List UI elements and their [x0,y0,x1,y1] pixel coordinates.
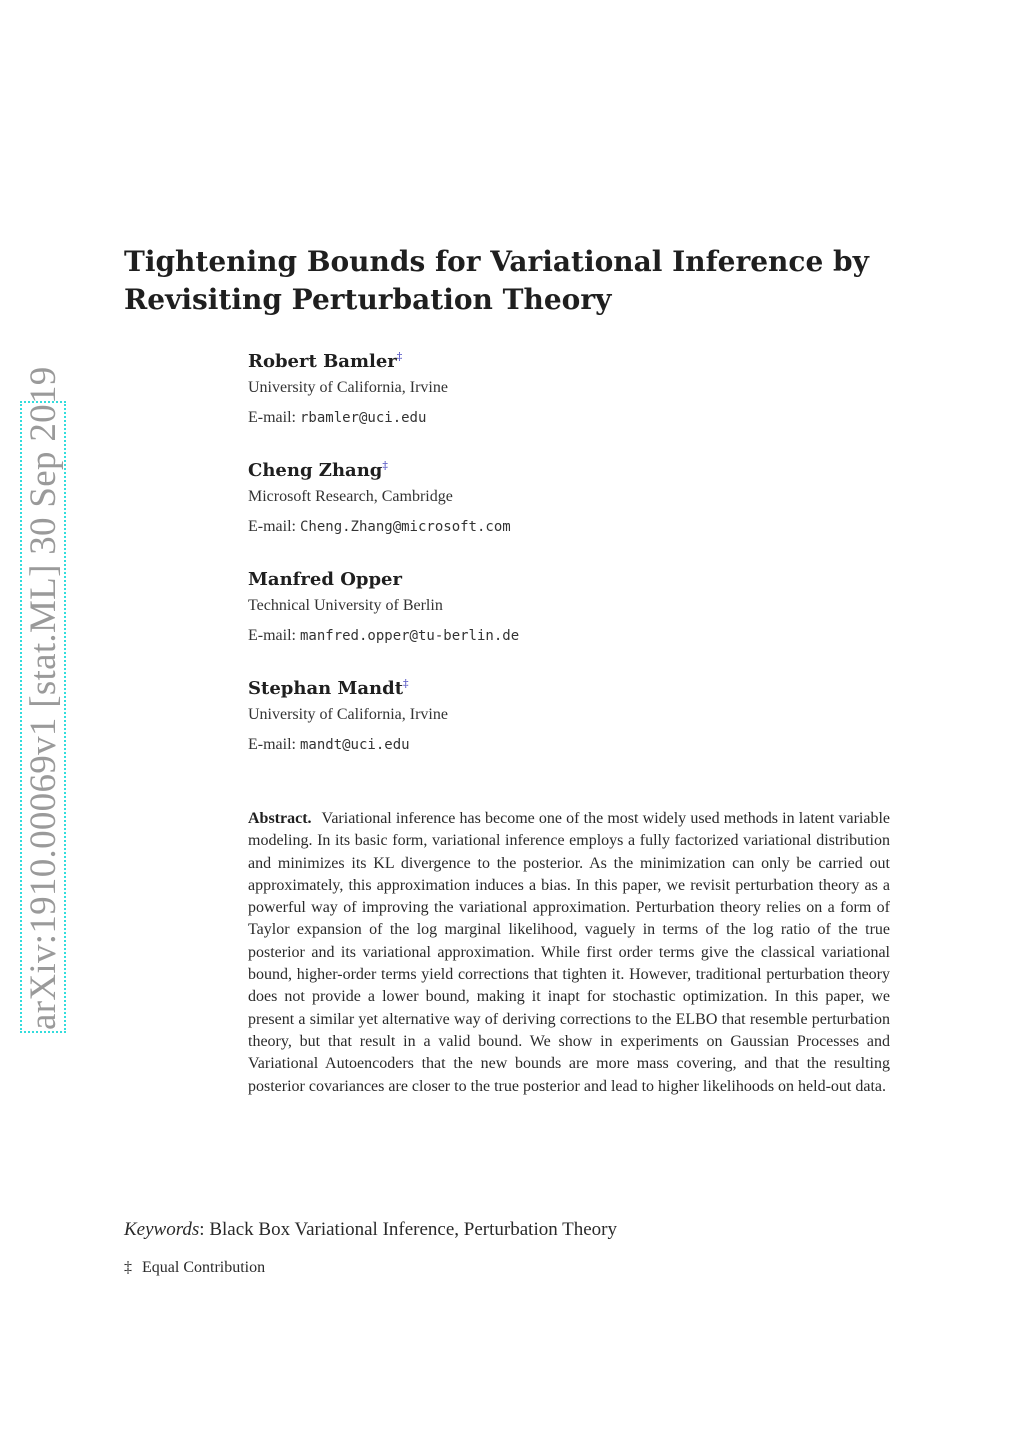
paper-title [124,243,884,319]
author-affiliation: University of California, Irvine [248,706,448,723]
author-name: Stephan Mandt‡ [248,677,409,699]
footnote [124,1257,724,1279]
author-block [248,672,908,756]
author-block [248,345,908,429]
title-line-1: Tightening Bounds for Variational Inference by [124,245,869,278]
abstract [248,808,890,1098]
author-email-line: E-mail: Cheng.Zhang@microsoft.com [248,518,511,535]
arxiv-stamp-text: arXiv:1910.00069v1 [stat.ML] 30 Sep 2019 [23,366,64,1030]
author-affiliation: University of California, Irvine [248,379,448,396]
keywords [124,1217,924,1243]
author-name: Manfred Opper [248,569,402,590]
author-block [248,563,908,647]
abstract-text: Variational inference has become one of the most widely used methods in latent variable modeling. In its basic form, variational inference employs a fully factorized variational distribution and minimizes its KL divergence to the posterior. As the minimization can only be carried out approximately, this approximation induces a bias. In this paper, we revisit perturbation theory as a powerful way of improving the variational approximation. Perturbation theory relies on a form of Taylor expansion of the log marginal likelihood, vaguely in terms of the log ratio of the true posterior and its variational approximation. While first order terms give the classical variational bound, higher-order terms yield corrections that tighten it. However, traditional perturbation theory does not provide a lower bound, making it inapt for stochastic optimization. In this paper, we present a similar yet alternative way of deriving corrections to the ELBO that resemble perturbation theory, but that result in a valid bound. We show in experiments on Gaussian Processes and Variational Autoencoders that the new bounds are more mass covering, and that the resulting posterior covariances are closer to the true posterior and lead to higher likelihoods on held-out data. [248,810,890,1095]
author-email: mandt@uci.edu [299,737,410,753]
author-email-line: E-mail: rbamler@uci.edu [248,409,427,426]
keywords-label: Keywords [124,1219,200,1240]
footnote-text: Equal Contribution [142,1259,266,1276]
author-email: Cheng.Zhang@microsoft.com [299,519,511,535]
abstract-label: Abstract. [248,810,312,827]
author-list [248,345,908,781]
author-email: manfred.opper@tu-berlin.de [299,628,520,644]
author-block [248,454,908,538]
equal-contribution-mark[interactable]: ‡ [403,677,409,690]
keywords-text: : Black Box Variational Inference, Perturbation Theory [199,1219,617,1240]
author-email-line: E-mail: mandt@uci.edu [248,736,410,753]
title-line-2: Revisiting Perturbation Theory [124,283,612,316]
author-email: rbamler@uci.edu [299,410,427,426]
author-affiliation: Technical University of Berlin [248,597,443,614]
author-name: Robert Bamler‡ [248,350,403,372]
author-affiliation: Microsoft Research, Cambridge [248,488,453,505]
equal-contribution-mark[interactable]: ‡ [382,459,388,472]
equal-contribution-mark[interactable]: ‡ [396,350,403,363]
author-name: Cheng Zhang‡ [248,459,388,481]
author-email-line: E-mail: manfred.opper@tu-berlin.de [248,627,520,644]
footnote-mark: ‡ [124,1259,132,1276]
